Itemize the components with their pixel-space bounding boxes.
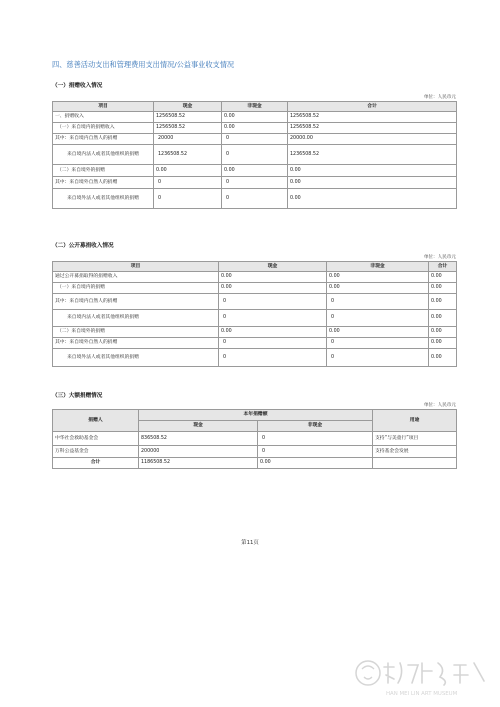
- header-donor: 捐赠人: [53, 410, 139, 432]
- row-label: （二）来自境外的捐赠: [53, 327, 219, 338]
- table1-title: （一）捐赠收入情况: [52, 83, 103, 89]
- table3-unit: 单位：人民币元: [423, 403, 456, 408]
- donation-income-table: [52, 101, 457, 209]
- header-total: 合计: [288, 102, 457, 112]
- noncash-cell: 0: [327, 294, 429, 310]
- table3-title: （三）大额捐赠情况: [52, 393, 103, 399]
- total-cell: 1256508.52: [288, 123, 457, 134]
- table-row: [53, 123, 457, 134]
- table-row: [53, 349, 457, 367]
- public-fundraising-table: [52, 261, 457, 367]
- cash-cell: 0: [219, 294, 327, 310]
- cash-cell: 0: [154, 189, 222, 209]
- header-cash: 现金: [139, 421, 258, 432]
- cash-cell: 0.00: [219, 327, 327, 338]
- noncash-cell: 0.00: [222, 165, 288, 177]
- header-use: 用途: [373, 410, 457, 432]
- cash-cell: 0: [219, 349, 327, 367]
- row-label: 来自境外法人或者其他组织的捐赠: [53, 349, 219, 367]
- cash-cell: 836508.52: [139, 432, 258, 446]
- noncash-cell: 0: [258, 432, 373, 446]
- header-noncash: 非现金: [327, 262, 429, 272]
- page-number: 第11页: [241, 540, 259, 546]
- header-year-amount: 本年捐赠额: [139, 410, 373, 421]
- use-cell: 支持基金会发展: [373, 446, 457, 458]
- total-cell: 0.00: [429, 283, 457, 294]
- noncash-cell: 0: [222, 145, 288, 165]
- table-row: [53, 112, 457, 123]
- total-use-empty: [373, 458, 457, 469]
- noncash-cell: 0: [222, 134, 288, 145]
- header-noncash: 非现金: [258, 421, 373, 432]
- total-noncash: 0.00: [258, 458, 373, 469]
- watermark-brand: HAN MEI LIN ART MUSEUM: [386, 691, 458, 697]
- use-cell: 支持“与美童行”项目: [373, 432, 457, 446]
- table2-unit: 单位：人民币元: [423, 255, 456, 260]
- table-row: [53, 283, 457, 294]
- section-title: 四、慈善活动支出和管理费用支出情况/公益事业收支情况: [52, 60, 235, 69]
- row-label: 来自境内法人或者其他组织的捐赠: [53, 310, 219, 327]
- row-label: 来自境外法人或者其他组织的捐赠: [53, 189, 154, 209]
- cash-cell: 0: [219, 310, 327, 327]
- table-row: [53, 310, 457, 327]
- table-row: [53, 134, 457, 145]
- row-label: 其中：来自境外自然人的捐赠: [53, 177, 154, 189]
- header-noncash: 非现金: [222, 102, 288, 112]
- noncash-cell: 0: [327, 310, 429, 327]
- cash-cell: 1256508.52: [154, 112, 222, 123]
- cash-cell: 0: [219, 338, 327, 349]
- table-row: [53, 165, 457, 177]
- cash-cell: 0: [154, 177, 222, 189]
- row-label: （一）来自境内的捐赠: [53, 283, 219, 294]
- table-row: [53, 272, 457, 283]
- noncash-cell: 0: [258, 446, 373, 458]
- cash-cell: 1256508.52: [154, 123, 222, 134]
- total-cell: 1236508.52: [288, 145, 457, 165]
- row-label: 一、捐赠收入: [53, 112, 154, 123]
- noncash-cell: 0.00: [327, 283, 429, 294]
- table2-title: （二）公开募捐收入情况: [52, 243, 114, 249]
- table-header-row: [53, 410, 457, 421]
- noncash-cell: 0: [327, 349, 429, 367]
- table-row: [53, 189, 457, 209]
- table-row: [53, 145, 457, 165]
- total-cell: 0.00: [429, 294, 457, 310]
- header-total: 合计: [429, 262, 457, 272]
- row-label: （一）来自境内的捐赠收入: [53, 123, 154, 134]
- header-cash: 现金: [154, 102, 222, 112]
- large-donations-table: [52, 409, 457, 469]
- table-row: [53, 338, 457, 349]
- total-cell: 0.00: [429, 310, 457, 327]
- total-cell: 0.00: [288, 165, 457, 177]
- cash-cell: 200000: [139, 446, 258, 458]
- cash-cell: 0.00: [154, 165, 222, 177]
- table-row: [53, 432, 457, 446]
- header-item: 项目: [53, 102, 154, 112]
- row-label: 通过公开募捐取得的捐赠收入: [53, 272, 219, 283]
- row-label: （二）来自境外的捐赠: [53, 165, 154, 177]
- table-row: [53, 177, 457, 189]
- total-cell: 0.00: [288, 189, 457, 209]
- noncash-cell: 0.00: [222, 123, 288, 134]
- cash-cell: 0.00: [219, 283, 327, 294]
- total-cell: 0.00: [429, 338, 457, 349]
- noncash-cell: 0: [222, 177, 288, 189]
- row-label: 来自境内法人或者其他组织的捐赠: [53, 145, 154, 165]
- donor-cell: 中华社会救助基金会: [53, 432, 139, 446]
- table-row: [53, 446, 457, 458]
- table-row: [53, 294, 457, 310]
- noncash-cell: 0.00: [327, 327, 429, 338]
- total-cell: 0.00: [429, 349, 457, 367]
- total-cell: 0.00: [429, 327, 457, 338]
- cash-cell: 0.00: [219, 272, 327, 283]
- header-item: 项目: [53, 262, 219, 272]
- noncash-cell: 0: [327, 338, 429, 349]
- total-label: 合计: [53, 458, 139, 469]
- row-label: 其中：来自境内自然人的捐赠: [53, 294, 219, 310]
- table-header-row: [53, 102, 457, 112]
- table-row: [53, 327, 457, 338]
- noncash-cell: 0: [222, 189, 288, 209]
- museum-watermark-logo: [352, 655, 492, 699]
- noncash-cell: 0.00: [327, 272, 429, 283]
- noncash-cell: 0.00: [222, 112, 288, 123]
- donor-cell: 万科公益基金会: [53, 446, 139, 458]
- total-cell: 0.00: [429, 272, 457, 283]
- total-cash: 1186508.52: [139, 458, 258, 469]
- row-label: 其中：来自境内自然人的捐赠: [53, 134, 154, 145]
- table1-unit: 单位：人民币元: [423, 95, 456, 100]
- total-cell: 0.00: [288, 177, 457, 189]
- cash-cell: 20000: [154, 134, 222, 145]
- cash-cell: 1236508.52: [154, 145, 222, 165]
- header-cash: 现金: [219, 262, 327, 272]
- row-label: 其中：来自境外自然人的捐赠: [53, 338, 219, 349]
- table-header-row: [53, 262, 457, 272]
- total-cell: 1256508.52: [288, 112, 457, 123]
- museum-logo-icon: [352, 655, 492, 699]
- total-row: [53, 458, 457, 469]
- total-cell: 20000.00: [288, 134, 457, 145]
